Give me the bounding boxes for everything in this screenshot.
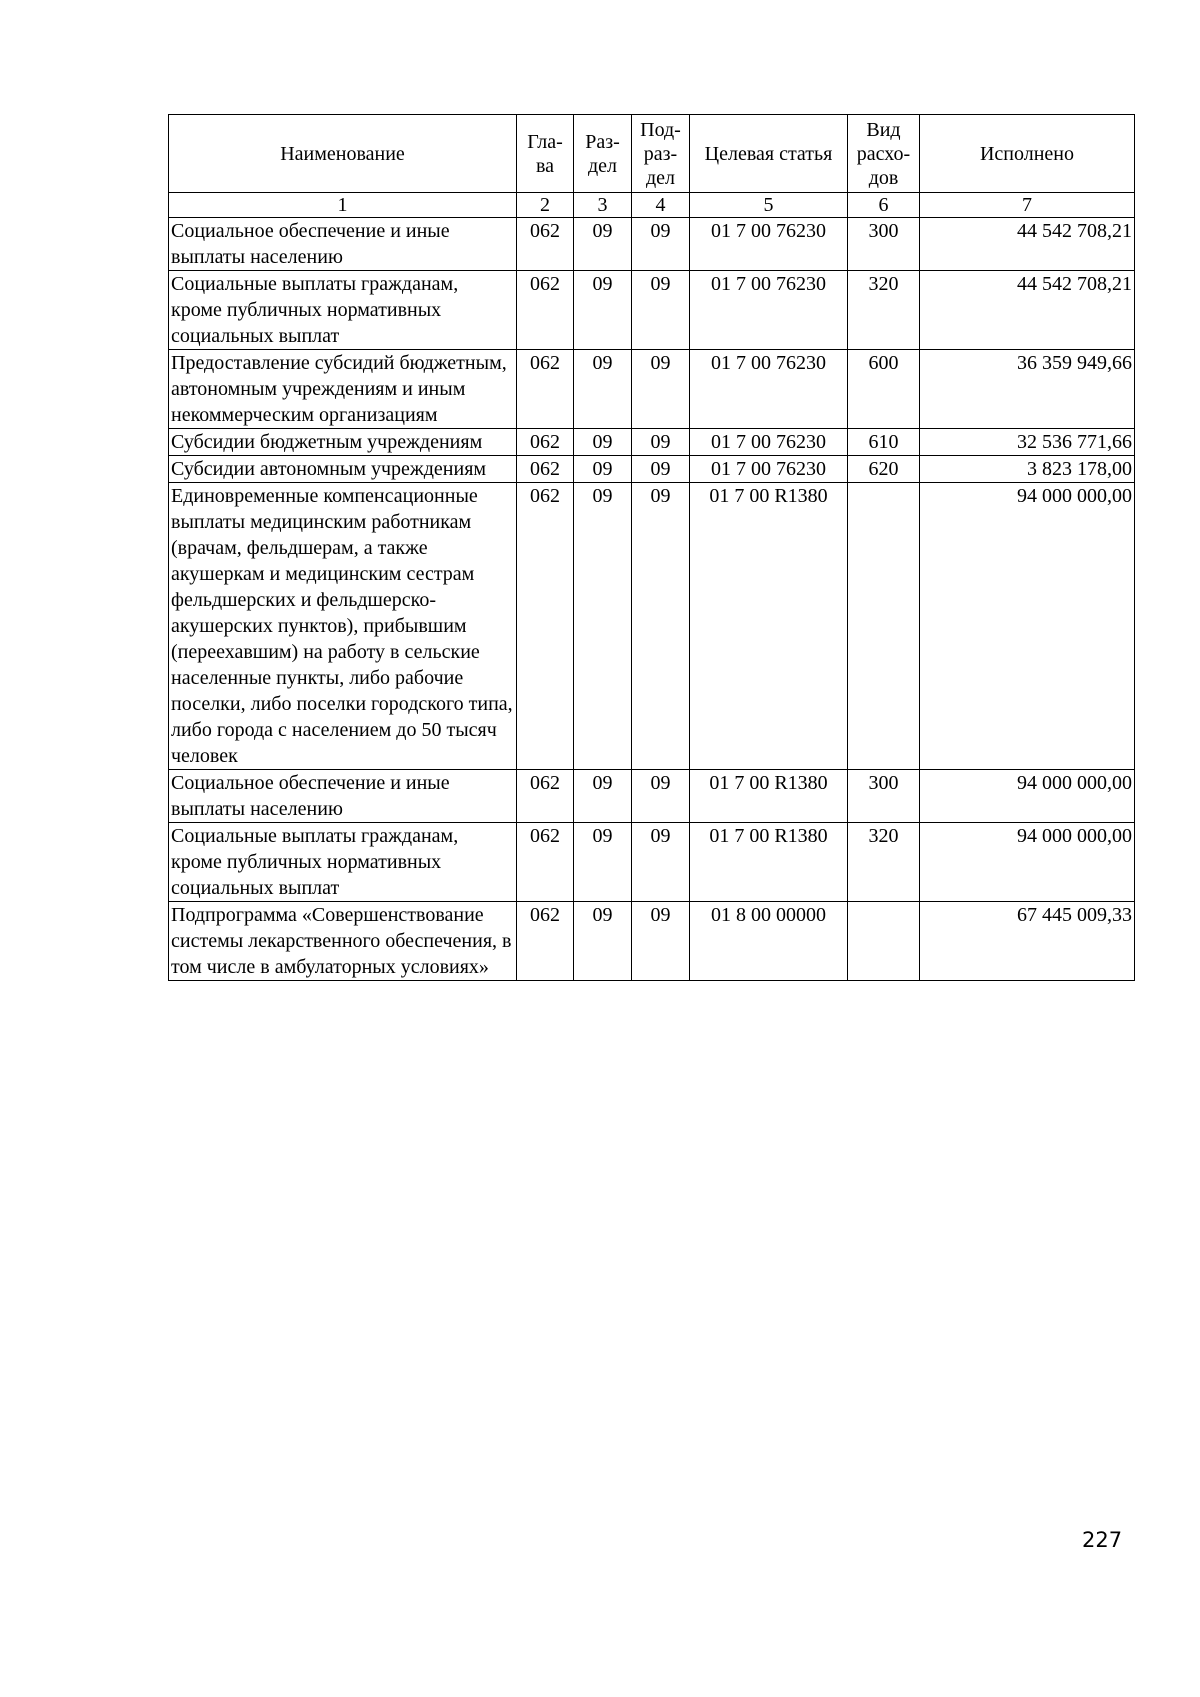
- row-expense-type: 320: [848, 271, 920, 350]
- row-expense-type: 600: [848, 350, 920, 429]
- row-chapter: 062: [517, 770, 574, 823]
- index-cell: 5: [690, 193, 848, 218]
- table-row: [169, 770, 1135, 823]
- row-executed: 44 542 708,21: [920, 271, 1135, 350]
- row-target: 01 7 00 R1380: [690, 770, 848, 823]
- row-expense-type: 610: [848, 429, 920, 456]
- row-subsection: 09: [632, 823, 690, 902]
- row-chapter: 062: [517, 271, 574, 350]
- row-chapter: 062: [517, 902, 574, 981]
- index-cell: 7: [920, 193, 1135, 218]
- row-chapter: 062: [517, 456, 574, 483]
- row-name: Социальное обеспечение и иные выплаты населению: [169, 218, 517, 271]
- header-subsection-line: дел: [645, 166, 676, 189]
- header-row: [169, 115, 1135, 193]
- header-subsection-line: раз-: [643, 142, 678, 165]
- header-subsection-line: Под-: [640, 118, 681, 141]
- row-executed: 44 542 708,21: [920, 218, 1135, 271]
- row-target: 01 7 00 R1380: [690, 823, 848, 902]
- row-executed: 94 000 000,00: [920, 823, 1135, 902]
- row-subsection: 09: [632, 429, 690, 456]
- row-subsection: 09: [632, 902, 690, 981]
- row-name: Социальные выплаты гражданам, кроме публичных нормативных социальных выплат: [169, 823, 517, 902]
- row-section: 09: [574, 271, 632, 350]
- row-target: 01 7 00 76230: [690, 271, 848, 350]
- row-subsection: 09: [632, 770, 690, 823]
- row-section: 09: [574, 823, 632, 902]
- row-section: 09: [574, 770, 632, 823]
- header-chapter: [517, 115, 574, 193]
- header-expense-type-line: дов: [868, 166, 899, 189]
- row-subsection: 09: [632, 456, 690, 483]
- row-executed: 94 000 000,00: [920, 770, 1135, 823]
- row-executed: 67 445 009,33: [920, 902, 1135, 981]
- row-executed: 36 359 949,66: [920, 350, 1135, 429]
- row-section: 09: [574, 429, 632, 456]
- header-name: Наименование: [169, 115, 517, 193]
- page-number: 227: [1082, 1528, 1123, 1552]
- row-target: 01 8 00 00000: [690, 902, 848, 981]
- row-chapter: 062: [517, 483, 574, 770]
- row-chapter: 062: [517, 429, 574, 456]
- row-name: Социальное обеспечение и иные выплаты населению: [169, 770, 517, 823]
- header-section-line: Раз-: [585, 130, 620, 153]
- row-section: 09: [574, 456, 632, 483]
- row-subsection: 09: [632, 483, 690, 770]
- header-executed: Исполнено: [920, 115, 1135, 193]
- index-row: [169, 193, 1135, 218]
- row-section: 09: [574, 902, 632, 981]
- row-name: Подпрограмма «Совершенствование системы лекарственного обеспечения, в том числе в амбулаторных условиях»: [169, 902, 517, 981]
- header-chapter-line: Гла-: [527, 130, 563, 153]
- row-target: 01 7 00 R1380: [690, 483, 848, 770]
- row-section: 09: [574, 350, 632, 429]
- table-row: [169, 456, 1135, 483]
- row-target: 01 7 00 76230: [690, 218, 848, 271]
- row-expense-type: 300: [848, 218, 920, 271]
- row-expense-type: [848, 483, 920, 770]
- row-expense-type: 620: [848, 456, 920, 483]
- row-subsection: 09: [632, 350, 690, 429]
- table-row: [169, 823, 1135, 902]
- header-expense-type-line: расхо-: [856, 142, 911, 165]
- row-name: Социальные выплаты гражданам, кроме публичных нормативных социальных выплат: [169, 271, 517, 350]
- table-row: [169, 483, 1135, 770]
- row-expense-type: [848, 902, 920, 981]
- index-cell: 6: [848, 193, 920, 218]
- table-row: [169, 429, 1135, 456]
- table-row: [169, 271, 1135, 350]
- row-section: 09: [574, 483, 632, 770]
- row-executed: 32 536 771,66: [920, 429, 1135, 456]
- row-name: Предоставление субсидий бюджетным, автономным учреждениям и иным некоммерческим организациям: [169, 350, 517, 429]
- row-chapter: 062: [517, 218, 574, 271]
- row-target: 01 7 00 76230: [690, 350, 848, 429]
- header-expense-type: [848, 115, 920, 193]
- index-cell: 1: [169, 193, 517, 218]
- index-cell: 4: [632, 193, 690, 218]
- row-chapter: 062: [517, 350, 574, 429]
- table-row: [169, 350, 1135, 429]
- header-subsection: [632, 115, 690, 193]
- table-row: [169, 902, 1135, 981]
- row-name: Единовременные компенсационные выплаты медицинским работникам (врачам, фельдшерам, а также акушеркам и медицинским сестрам фельдшерских и фельдшерско-акушерских пунктов), прибывшим (переехавшим) на работу в сельские населенные пункты, либо рабочие поселки, либо поселки городского типа, либо города с населением до 50 тысяч человек: [169, 483, 517, 770]
- header-expense-type-line: Вид: [866, 118, 901, 141]
- row-target: 01 7 00 76230: [690, 456, 848, 483]
- table-row: [169, 218, 1135, 271]
- row-section: 09: [574, 218, 632, 271]
- row-executed: 3 823 178,00: [920, 456, 1135, 483]
- index-cell: 2: [517, 193, 574, 218]
- header-section: [574, 115, 632, 193]
- row-name: Субсидии автономным учреждениям: [169, 456, 517, 483]
- header-target: Целевая статья: [690, 115, 848, 193]
- index-cell: 3: [574, 193, 632, 218]
- row-expense-type: 300: [848, 770, 920, 823]
- row-executed: 94 000 000,00: [920, 483, 1135, 770]
- row-target: 01 7 00 76230: [690, 429, 848, 456]
- budget-table: [168, 114, 1135, 981]
- row-subsection: 09: [632, 271, 690, 350]
- row-expense-type: 320: [848, 823, 920, 902]
- header-section-line: дел: [587, 154, 618, 177]
- row-subsection: 09: [632, 218, 690, 271]
- header-chapter-line: ва: [535, 154, 555, 177]
- row-chapter: 062: [517, 823, 574, 902]
- row-name: Субсидии бюджетным учреждениям: [169, 429, 517, 456]
